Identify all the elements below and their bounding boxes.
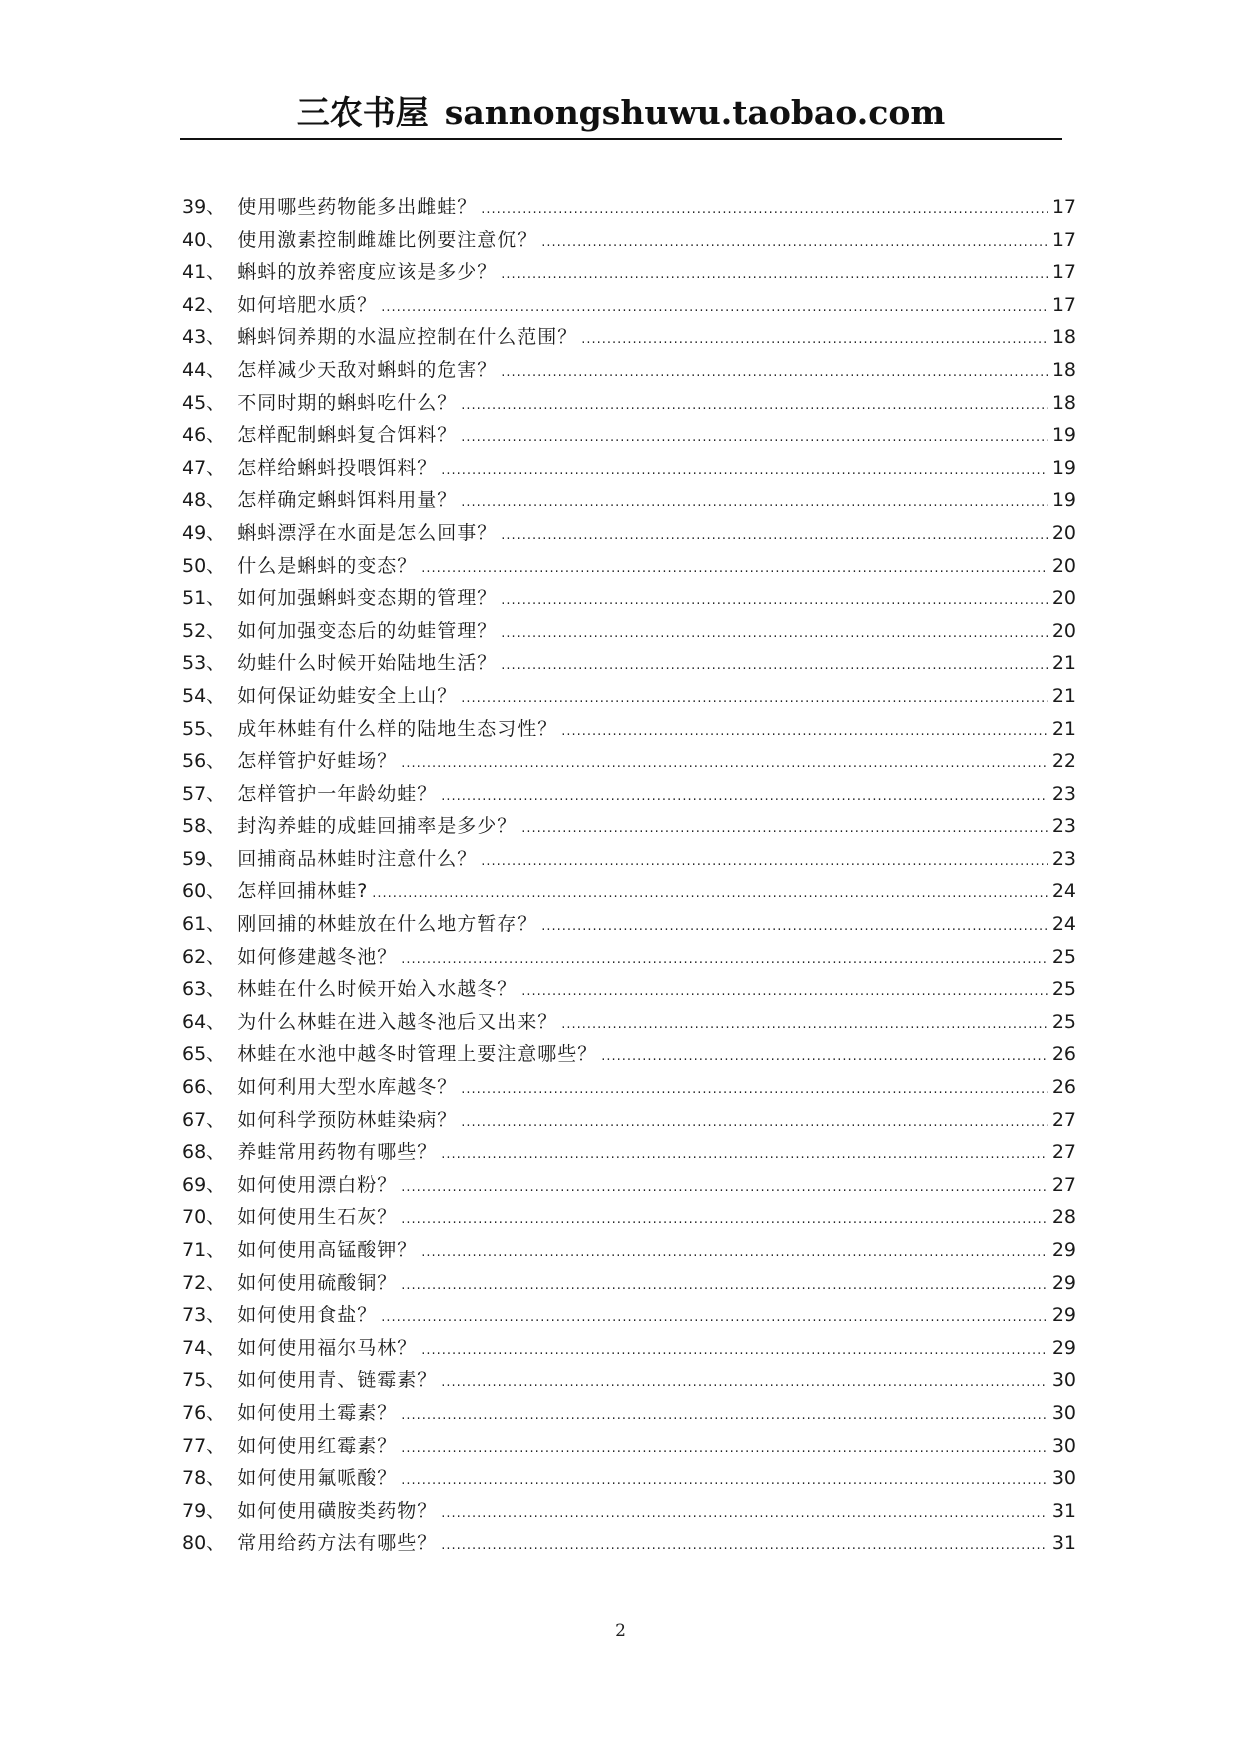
toc-entry-number: 80、 <box>182 1532 226 1555</box>
toc-entry-number: 71、 <box>182 1239 226 1261</box>
header-site: sannongshuwu.taobao.com <box>444 93 946 132</box>
toc-entry <box>182 778 1076 811</box>
toc-dot-leader <box>401 1204 1048 1237</box>
toc-entry-page: 31 <box>1051 1499 1076 1522</box>
toc-entry-page: 30 <box>1051 1467 1076 1490</box>
toc-dot-leader <box>461 422 1048 455</box>
toc-entry-number: 67、 <box>182 1108 226 1131</box>
toc-entry <box>182 1201 1076 1234</box>
toc-dot-leader <box>481 846 1048 879</box>
header-title: 三农书屋 <box>296 93 429 132</box>
toc-entry-page: 23 <box>1051 782 1076 805</box>
toc-entry-page: 21 <box>1051 652 1076 675</box>
toc-entry <box>182 387 1076 420</box>
toc-entry-title: 回捕商品林蛙时注意什么？ <box>237 847 478 870</box>
toc-dot-leader <box>581 324 1048 357</box>
toc-entry <box>182 843 1076 876</box>
toc-entry <box>182 1495 1076 1528</box>
toc-entry-number: 51、 <box>182 587 226 610</box>
toc-entry-number: 62、 <box>182 945 226 968</box>
toc-entry-title: 什么是蝌蚪的变态？ <box>237 554 418 577</box>
toc-entry-page: 17 <box>1051 261 1076 284</box>
toc-entry <box>182 256 1076 289</box>
toc-entry-number: 40、 <box>182 228 226 251</box>
toc-entry-page: 23 <box>1051 815 1076 838</box>
toc-entry <box>182 550 1076 583</box>
toc-entry-title: 刚回捕的林蛙放在什么地方暂存？ <box>237 913 538 936</box>
toc-entry-number: 58、 <box>182 815 226 838</box>
toc-entry-title: 怎样配制蝌蚪复合饵料？ <box>237 424 458 447</box>
toc-entry-title: 不同时期的蝌蚪吃什么？ <box>237 391 458 414</box>
toc-entry-title: 蝌蚪饲养期的水温应控制在什么范围？ <box>237 326 578 349</box>
toc-entry <box>182 615 1076 648</box>
toc-entry <box>182 1364 1076 1397</box>
toc-dot-leader <box>501 585 1048 618</box>
toc-entry-number: 63、 <box>182 978 226 1001</box>
toc-dot-leader <box>541 227 1048 260</box>
toc-entry-page: 21 <box>1051 717 1076 740</box>
toc-entry-title: 使用哪些药物能多出雌蛙？ <box>237 196 478 218</box>
toc-entry-page: 24 <box>1051 880 1076 903</box>
toc-entry-title: 如何使用硫酸铜？ <box>237 1271 398 1294</box>
toc-entry-title: 使用激素控制雌雄比例要注意伔？ <box>237 228 538 251</box>
toc-dot-leader <box>481 194 1048 227</box>
toc-entry-page: 31 <box>1051 1532 1076 1555</box>
toc-entry <box>182 191 1076 224</box>
toc-dot-leader <box>441 1367 1048 1400</box>
toc-entry <box>182 1234 1076 1267</box>
toc-entry <box>182 1527 1076 1560</box>
toc-dot-leader <box>501 259 1048 292</box>
toc-entry-number: 79、 <box>182 1499 226 1522</box>
toc-entry <box>182 1169 1076 1202</box>
toc-entry-number: 64、 <box>182 1010 226 1033</box>
toc-entry-number: 49、 <box>182 521 226 544</box>
toc-entry-page: 30 <box>1051 1369 1076 1392</box>
toc-entry <box>182 973 1076 1006</box>
toc-entry-page: 27 <box>1051 1108 1076 1131</box>
toc-dot-leader <box>501 618 1048 651</box>
toc-entry-number: 78、 <box>182 1467 226 1490</box>
toc-entry-page: 26 <box>1051 1043 1076 1066</box>
toc-entry <box>182 1332 1076 1365</box>
toc-entry-number: 66、 <box>182 1076 226 1099</box>
toc-entry-number: 59、 <box>182 847 226 870</box>
toc-entry-number: 52、 <box>182 619 226 642</box>
toc-dot-leader <box>401 748 1048 781</box>
toc-entry <box>182 289 1076 322</box>
toc-entry-title: 如何使用福尔马林？ <box>237 1336 418 1359</box>
toc-entry-number: 39、 <box>182 196 226 218</box>
toc-dot-leader <box>401 1433 1048 1466</box>
toc-dot-leader <box>401 1270 1048 1303</box>
toc-entry-title: 怎样给蝌蚪投喂饵料？ <box>237 456 438 479</box>
toc-entry-page: 18 <box>1051 358 1076 381</box>
toc-entry-page: 19 <box>1051 489 1076 512</box>
page-header <box>180 92 1062 134</box>
toc-entry <box>182 452 1076 485</box>
toc-dot-leader <box>541 911 1048 944</box>
toc-entry-page: 17 <box>1051 228 1076 251</box>
toc-dot-leader <box>421 1237 1048 1270</box>
toc-entry-number: 68、 <box>182 1141 226 1164</box>
toc-dot-leader <box>461 1107 1048 1140</box>
toc-entry-number: 47、 <box>182 456 226 479</box>
toc-entry-title: 如何科学预防林蛙染病？ <box>237 1108 458 1131</box>
toc-entry-title: 如何保证幼蛙安全上山？ <box>237 684 458 707</box>
toc-entry-number: 65、 <box>182 1043 226 1066</box>
toc-entry-title: 如何使用氟哌酸？ <box>237 1467 398 1490</box>
toc-entry-page: 25 <box>1051 1010 1076 1033</box>
toc-entry <box>182 321 1076 354</box>
toc-entry-number: 53、 <box>182 652 226 675</box>
toc-entry-page: 21 <box>1051 684 1076 707</box>
toc-entry-title: 如何使用青、链霉素？ <box>237 1369 438 1392</box>
page-number: 2 <box>615 1621 626 1641</box>
toc-entry <box>182 354 1076 387</box>
toc-entry <box>182 1006 1076 1039</box>
toc-dot-leader <box>461 683 1048 716</box>
toc-entry-number: 77、 <box>182 1434 226 1457</box>
toc-dot-leader <box>421 1335 1048 1368</box>
toc-entry <box>182 1397 1076 1430</box>
toc-dot-leader <box>401 1465 1048 1498</box>
toc-entry-title: 成年林蛙有什么样的陆地生态习性？ <box>237 717 558 740</box>
toc-entry-number: 46、 <box>182 424 226 447</box>
toc-entry-page: 17 <box>1051 293 1076 316</box>
toc-entry-number: 70、 <box>182 1206 226 1229</box>
toc-entry-title: 封沟养蛙的成蛙回捕率是多少？ <box>237 815 518 838</box>
toc-entry <box>182 1038 1076 1071</box>
toc-dot-leader <box>501 650 1048 683</box>
toc-dot-leader <box>561 716 1048 749</box>
toc-dot-leader <box>372 878 1048 911</box>
toc-entry <box>182 810 1076 843</box>
toc-entry-number: 57、 <box>182 782 226 805</box>
toc-dot-leader <box>441 1498 1048 1531</box>
toc-entry <box>182 713 1076 746</box>
toc-entry-page: 20 <box>1051 521 1076 544</box>
toc-entry-page: 29 <box>1051 1271 1076 1294</box>
toc-dot-leader <box>401 1400 1048 1433</box>
toc-entry-title: 如何使用生石灰？ <box>237 1206 398 1229</box>
toc-entry <box>182 908 1076 941</box>
toc-entry-title: 林蛙在什么时候开始入水越冬？ <box>237 978 518 1001</box>
toc-entry-number: 55、 <box>182 717 226 740</box>
toc-entry-title: 如何使用土霉素？ <box>237 1401 398 1424</box>
toc-dot-leader <box>441 1139 1048 1172</box>
toc-entry-number: 44、 <box>182 358 226 381</box>
toc-entry <box>182 1299 1076 1332</box>
toc-entry-page: 25 <box>1051 978 1076 1001</box>
toc-dot-leader <box>521 976 1048 1009</box>
toc-entry-number: 43、 <box>182 326 226 349</box>
header-rule <box>180 138 1062 140</box>
toc-entry-title: 林蛙在水池中越冬时管理上要注意哪些？ <box>237 1043 598 1066</box>
toc-dot-leader <box>381 292 1048 325</box>
toc-entry-title: 如何使用漂白粉？ <box>237 1173 398 1196</box>
toc-entry-number: 72、 <box>182 1271 226 1294</box>
toc-entry <box>182 484 1076 517</box>
toc-dot-leader <box>441 455 1048 488</box>
toc-entry <box>182 1071 1076 1104</box>
toc-dot-leader <box>561 1009 1048 1042</box>
toc-entry-page: 20 <box>1051 619 1076 642</box>
toc-dot-leader <box>461 390 1048 423</box>
toc-entry-number: 48、 <box>182 489 226 512</box>
toc-entry-title: 幼蛙什么时候开始陆地生活？ <box>237 652 498 675</box>
toc-entry-number: 45、 <box>182 391 226 414</box>
toc-entry-number: 42、 <box>182 293 226 316</box>
toc-entry <box>182 419 1076 452</box>
toc-dot-leader <box>381 1302 1048 1335</box>
toc-entry-title: 怎样回捕林蛙? <box>237 880 369 903</box>
toc-entry-title: 如何修建越冬池？ <box>237 945 398 968</box>
toc-entry-title: 怎样管护一年龄幼蛙？ <box>237 782 438 805</box>
toc-entry-title: 如何培肥水质？ <box>237 293 378 316</box>
toc-entry-number: 60、 <box>182 880 226 903</box>
toc-entry-page: 27 <box>1051 1141 1076 1164</box>
toc-entry <box>182 582 1076 615</box>
toc-dot-leader <box>421 553 1048 586</box>
toc-dot-leader <box>501 357 1048 390</box>
toc-entry-title: 怎样管护好蛙场？ <box>237 750 398 773</box>
toc-entry-title: 如何使用磺胺类药物？ <box>237 1499 438 1522</box>
toc-dot-leader <box>401 1172 1048 1205</box>
toc-entry-title: 如何加强蝌蚪变态期的管理？ <box>237 587 498 610</box>
toc-entry-page: 25 <box>1051 945 1076 968</box>
toc-entry-page: 17 <box>1051 196 1076 218</box>
toc-dot-leader <box>461 1074 1048 1107</box>
toc-dot-leader <box>441 1530 1048 1563</box>
toc-entry-page: 29 <box>1051 1336 1076 1359</box>
toc-entry-title: 如何使用红霉素？ <box>237 1434 398 1457</box>
toc-entry <box>182 647 1076 680</box>
toc-dot-leader <box>441 781 1048 814</box>
toc-entry-title: 蝌蚪漂浮在水面是怎么回事？ <box>237 521 498 544</box>
toc-entry-title: 如何使用食盐？ <box>237 1304 378 1327</box>
toc-entry <box>182 875 1076 908</box>
toc-entry <box>182 745 1076 778</box>
toc-entry-number: 75、 <box>182 1369 226 1392</box>
toc-entry-number: 74、 <box>182 1336 226 1359</box>
toc-entry-title: 怎样确定蝌蚪饵料用量？ <box>237 489 458 512</box>
toc-entry-number: 56、 <box>182 750 226 773</box>
toc-entry-page: 22 <box>1051 750 1076 773</box>
toc-entry-page: 18 <box>1051 391 1076 414</box>
toc-entry-page: 20 <box>1051 587 1076 610</box>
toc-entry-page: 18 <box>1051 326 1076 349</box>
toc-entry-page: 19 <box>1051 456 1076 479</box>
toc-entry-number: 61、 <box>182 913 226 936</box>
toc-entry <box>182 517 1076 550</box>
toc-entry-title: 如何利用大型水库越冬？ <box>237 1076 458 1099</box>
toc-entry-page: 30 <box>1051 1401 1076 1424</box>
toc-entry-page: 26 <box>1051 1076 1076 1099</box>
toc-dot-leader <box>501 520 1048 553</box>
toc-entry-title: 养蛙常用药物有哪些？ <box>237 1141 438 1164</box>
toc-entry-page: 20 <box>1051 554 1076 577</box>
toc-entry-title: 如何加强变态后的幼蛙管理？ <box>237 619 498 642</box>
toc-entry-number: 73、 <box>182 1304 226 1327</box>
toc-entry-title: 怎样减少天敌对蝌蚪的危害？ <box>237 358 498 381</box>
toc-entry-number: 54、 <box>182 684 226 707</box>
toc-entry <box>182 224 1076 257</box>
toc-dot-leader <box>401 944 1048 977</box>
toc-entry-page: 19 <box>1051 424 1076 447</box>
toc-entry-title: 如何使用高锰酸钾？ <box>237 1239 418 1261</box>
toc-entry-number: 69、 <box>182 1173 226 1196</box>
toc-entry-page: 29 <box>1051 1304 1076 1327</box>
toc-entry <box>182 1462 1076 1495</box>
toc-entry-title: 蝌蚪的放养密度应该是多少？ <box>237 261 498 284</box>
table-of-contents <box>182 191 1076 1560</box>
toc-entry <box>182 1267 1076 1300</box>
toc-entry <box>182 941 1076 974</box>
toc-entry <box>182 680 1076 713</box>
toc-entry-page: 30 <box>1051 1434 1076 1457</box>
toc-entry-page: 23 <box>1051 847 1076 870</box>
toc-entry-title: 常用给药方法有哪些？ <box>237 1532 438 1555</box>
toc-entry-number: 41、 <box>182 261 226 284</box>
toc-entry-number: 50、 <box>182 554 226 577</box>
toc-entry <box>182 1136 1076 1169</box>
toc-entry-page: 29 <box>1051 1239 1076 1261</box>
toc-entry-title: 为什么林蛙在进入越冬池后又出来？ <box>237 1010 558 1033</box>
toc-entry-page: 24 <box>1051 913 1076 936</box>
toc-entry <box>182 1430 1076 1463</box>
toc-dot-leader <box>521 813 1048 846</box>
toc-entry-page: 28 <box>1051 1206 1076 1229</box>
toc-dot-leader <box>601 1041 1048 1074</box>
toc-dot-leader <box>461 487 1048 520</box>
toc-entry <box>182 1104 1076 1137</box>
toc-entry-number: 76、 <box>182 1401 226 1424</box>
toc-entry-page: 27 <box>1051 1173 1076 1196</box>
